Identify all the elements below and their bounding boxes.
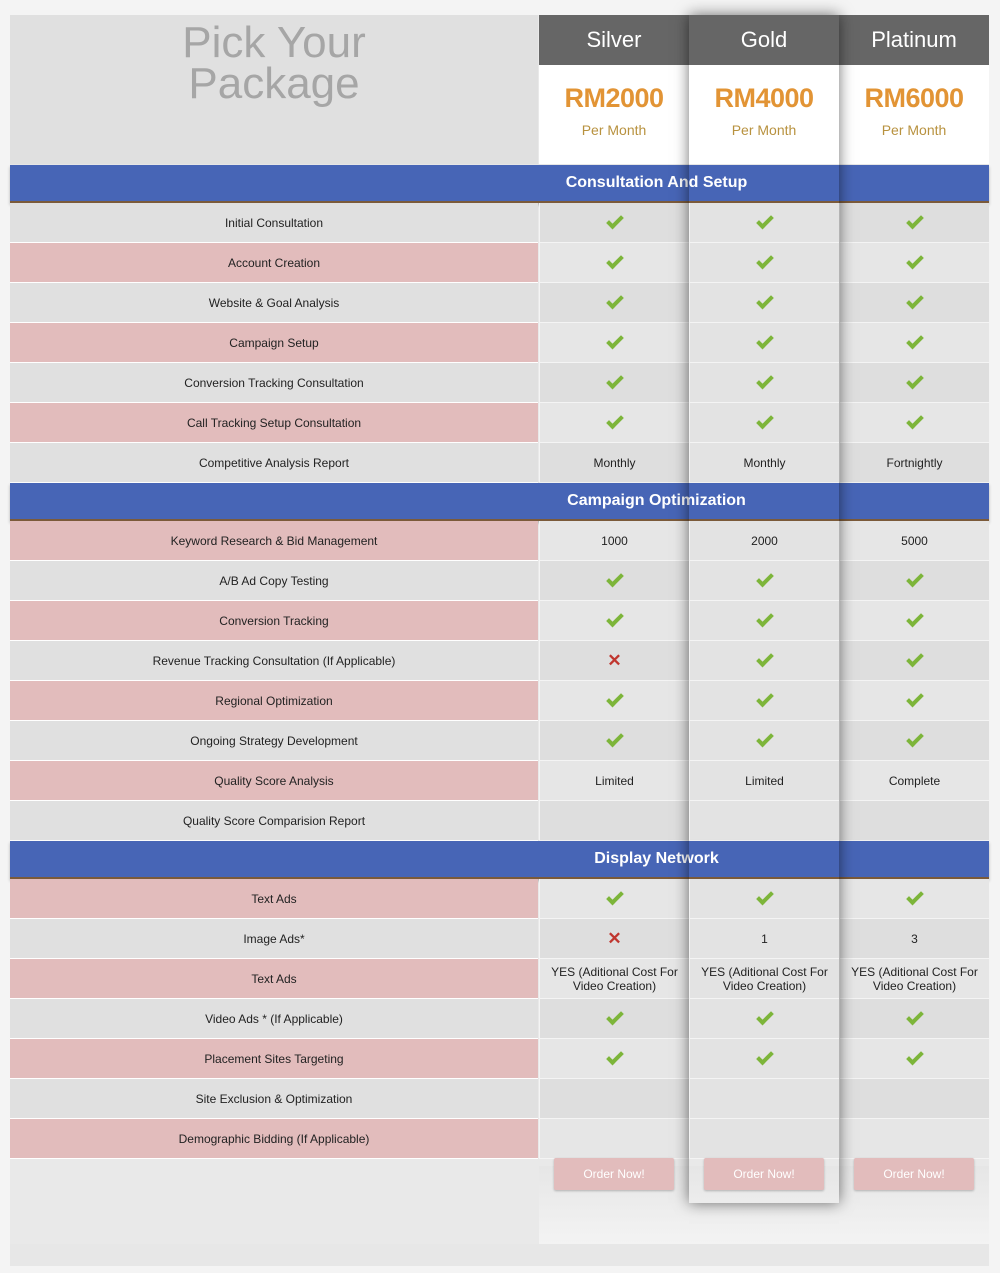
gold-column-highlight — [689, 15, 839, 1203]
section-header: Consultation And Setup — [10, 165, 989, 203]
table-row — [10, 1079, 989, 1119]
section-header: Display Network — [10, 841, 989, 879]
feature-value — [839, 999, 989, 1039]
feature-value — [539, 403, 689, 443]
plan-name: Platinum — [839, 15, 989, 65]
feature-value — [539, 721, 689, 761]
feature-value — [839, 1039, 989, 1079]
feature-value — [839, 801, 989, 841]
check-icon — [606, 1048, 624, 1066]
table-row — [10, 561, 989, 601]
feature-label: Regional Optimization — [10, 681, 538, 721]
table-row — [10, 443, 989, 483]
check-icon — [606, 690, 624, 708]
section-header: Campaign Optimization — [10, 483, 989, 521]
feature-label: Ongoing Strategy Development — [10, 721, 538, 761]
table-row — [10, 601, 989, 641]
feature-label: Conversion Tracking Consultation — [10, 363, 538, 403]
check-icon — [906, 888, 924, 906]
table-bottom-strip — [10, 1244, 989, 1266]
feature-value — [839, 1119, 989, 1159]
feature-label: Website & Goal Analysis — [10, 283, 538, 323]
feature-value: Limited — [689, 761, 839, 801]
feature-value — [539, 1039, 689, 1079]
feature-value: 3 — [839, 919, 989, 959]
check-icon — [606, 252, 624, 270]
feature-value: Fortnightly — [839, 443, 989, 483]
feature-value — [539, 243, 689, 283]
feature-value: Limited — [539, 761, 689, 801]
plan-header-silver — [539, 15, 689, 164]
feature-value — [539, 879, 689, 919]
feature-label: Revenue Tracking Consultation (If Applicable) — [10, 641, 538, 681]
plan-period: Per Month — [581, 122, 647, 138]
plan-period: Per Month — [881, 122, 947, 138]
feature-value — [539, 1079, 689, 1119]
feature-value: Monthly — [539, 443, 689, 483]
check-icon — [906, 690, 924, 708]
feature-label: Site Exclusion & Optimization — [10, 1079, 538, 1119]
table-row — [10, 283, 989, 323]
plan-price-box — [839, 65, 989, 164]
table-row — [10, 761, 989, 801]
check-icon — [606, 292, 624, 310]
feature-value: YES (Aditional Cost For Video Creation) — [689, 959, 839, 999]
check-icon — [906, 610, 924, 628]
feature-value — [539, 323, 689, 363]
plan-header-platinum — [839, 15, 989, 164]
feature-label: Call Tracking Setup Consultation — [10, 403, 538, 443]
feature-value — [839, 363, 989, 403]
plan-name: Silver — [539, 15, 689, 65]
table-row — [10, 1039, 989, 1079]
feature-value — [839, 243, 989, 283]
feature-value: YES (Aditional Cost For Video Creation) — [839, 959, 989, 999]
check-icon — [906, 292, 924, 310]
feature-value — [539, 601, 689, 641]
feature-value: Monthly — [689, 443, 839, 483]
cross-icon: ✕ — [607, 929, 622, 948]
feature-value — [539, 283, 689, 323]
feature-value — [839, 323, 989, 363]
table-row — [10, 919, 989, 959]
feature-value — [839, 1079, 989, 1119]
feature-value — [539, 561, 689, 601]
table-row — [10, 1119, 989, 1159]
feature-value — [539, 919, 689, 959]
order-now-button-silver[interactable]: Order Now! — [554, 1158, 674, 1190]
check-icon — [606, 412, 624, 430]
table-row — [10, 641, 989, 681]
feature-label: Quality Score Analysis — [10, 761, 538, 801]
feature-value — [839, 601, 989, 641]
feature-value — [539, 641, 689, 681]
check-icon — [606, 1008, 624, 1026]
feature-label: Keyword Research & Bid Management — [10, 521, 538, 561]
check-icon — [906, 650, 924, 668]
feature-label: Text Ads — [10, 879, 538, 919]
plan-period: Per Month — [731, 122, 797, 138]
check-icon — [906, 372, 924, 390]
plan-price-box — [539, 65, 689, 164]
feature-label: Initial Consultation — [10, 203, 538, 243]
check-icon — [606, 570, 624, 588]
feature-label: Placement Sites Targeting — [10, 1039, 538, 1079]
check-icon — [606, 730, 624, 748]
table-row — [10, 521, 989, 561]
check-icon — [906, 212, 924, 230]
order-now-button-platinum[interactable]: Order Now! — [854, 1158, 974, 1190]
table-row — [10, 721, 989, 761]
check-icon — [906, 252, 924, 270]
feature-value: 2000 — [689, 521, 839, 561]
feature-label: A/B Ad Copy Testing — [10, 561, 538, 601]
check-icon — [606, 372, 624, 390]
feature-value — [839, 721, 989, 761]
table-row — [10, 403, 989, 443]
table-row — [10, 203, 989, 243]
check-icon — [606, 610, 624, 628]
table-row — [10, 999, 989, 1039]
check-icon — [906, 412, 924, 430]
feature-value — [539, 801, 689, 841]
page-title: Pick Your Package — [182, 18, 366, 108]
table-row — [10, 363, 989, 403]
feature-value — [839, 283, 989, 323]
feature-value — [539, 681, 689, 721]
feature-value — [839, 561, 989, 601]
feature-value: 1000 — [539, 521, 689, 561]
feature-label: Demographic Bidding (If Applicable) — [10, 1119, 538, 1159]
plan-price: RM4000 — [714, 83, 814, 113]
check-icon — [906, 1048, 924, 1066]
feature-label: Quality Score Comparision Report — [10, 801, 538, 841]
feature-value: Complete — [839, 761, 989, 801]
plan-price: RM6000 — [864, 83, 964, 113]
feature-value — [839, 203, 989, 243]
table-row — [10, 681, 989, 721]
feature-label: Competitive Analysis Report — [10, 443, 538, 483]
plan-name: Gold — [689, 15, 839, 65]
feature-value — [539, 999, 689, 1039]
plan-price: RM2000 — [564, 83, 664, 113]
feature-label: Account Creation — [10, 243, 538, 283]
feature-value: 5000 — [839, 521, 989, 561]
feature-value: 1 — [689, 919, 839, 959]
check-icon — [906, 1008, 924, 1026]
feature-value — [839, 879, 989, 919]
feature-value: YES (Aditional Cost For Video Creation) — [539, 959, 689, 999]
feature-value — [839, 641, 989, 681]
feature-value — [539, 1119, 689, 1159]
table-footer-left — [10, 1166, 538, 1244]
cross-icon: ✕ — [607, 651, 622, 670]
feature-value — [539, 363, 689, 403]
feature-value — [839, 681, 989, 721]
check-icon — [606, 332, 624, 350]
table-row — [10, 323, 989, 363]
table-row — [10, 243, 989, 283]
check-icon — [906, 332, 924, 350]
feature-value — [539, 203, 689, 243]
table-row — [10, 879, 989, 919]
order-now-button-gold[interactable]: Order Now! — [704, 1158, 824, 1190]
table-row — [10, 959, 989, 999]
table-row — [10, 801, 989, 841]
check-icon — [606, 212, 624, 230]
feature-label: Campaign Setup — [10, 323, 538, 363]
check-icon — [906, 730, 924, 748]
feature-label: Image Ads* — [10, 919, 538, 959]
check-icon — [906, 570, 924, 588]
feature-label: Text Ads — [10, 959, 538, 999]
check-icon — [606, 888, 624, 906]
feature-value — [839, 403, 989, 443]
feature-label: Conversion Tracking — [10, 601, 538, 641]
feature-label: Video Ads * (If Applicable) — [10, 999, 538, 1039]
